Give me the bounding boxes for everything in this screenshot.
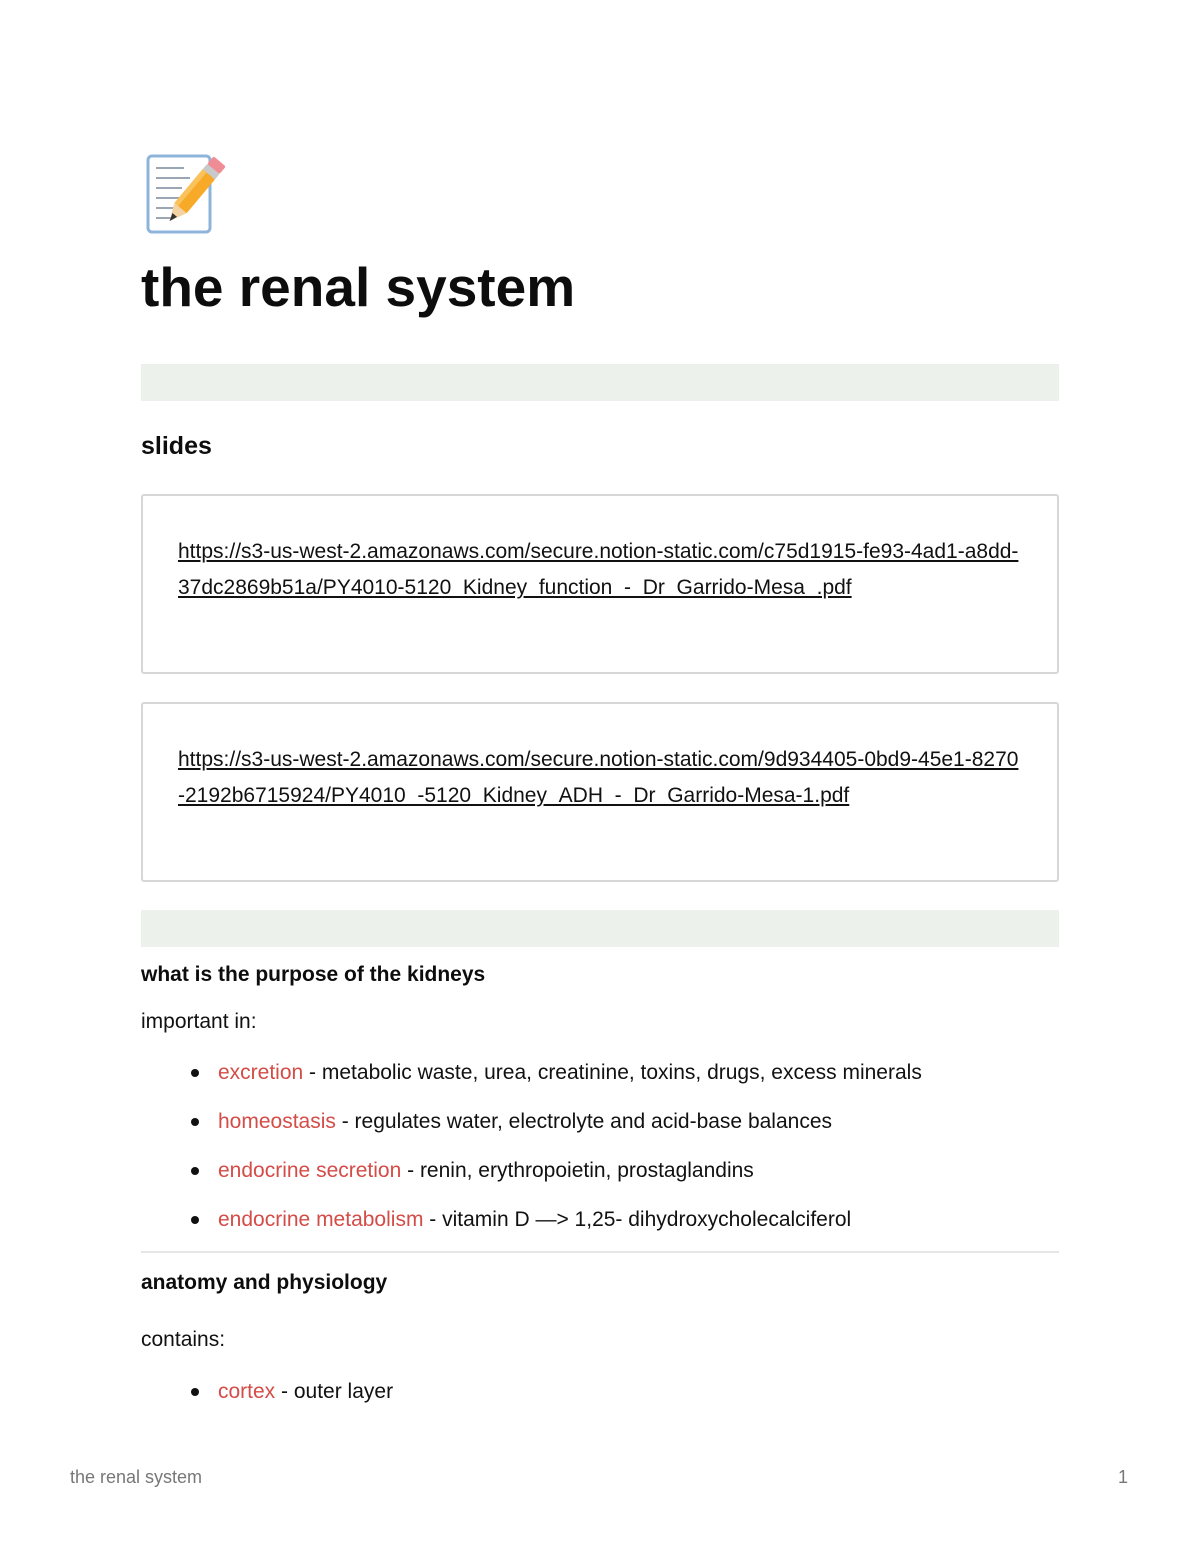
bullet-icon xyxy=(191,1069,199,1077)
purpose-intro: important in: xyxy=(141,1010,257,1033)
anatomy-heading: anatomy and physiology xyxy=(141,1271,388,1294)
term: excretion xyxy=(218,1061,304,1084)
anatomy-intro: contains: xyxy=(141,1328,226,1351)
slide-link-box xyxy=(141,702,1059,882)
divider-band xyxy=(141,910,1059,947)
term: cortex xyxy=(218,1380,276,1403)
term: endocrine metabolism xyxy=(218,1208,424,1231)
term-description: - vitamin D —> 1,25- dihydroxycholecalciferol xyxy=(423,1208,852,1231)
bullet-icon xyxy=(191,1388,199,1396)
term-description: - outer layer xyxy=(275,1380,394,1403)
term-description: - renin, erythropoietin, prostaglandins xyxy=(401,1159,754,1182)
bullet-icon xyxy=(191,1118,199,1126)
footer-title: the renal system xyxy=(70,1467,203,1487)
memo-pencil-icon xyxy=(142,150,228,236)
purpose-heading: what is the purpose of the kidneys xyxy=(141,963,486,986)
slide-link-2[interactable]: https://s3-us-west-2.amazonaws.com/secure.notion-static.com/9d934405-0bd9-45e1-8270-2192b6715924/PY4010_-5120_Kidney_ADH_-_Dr_Garrido-Mesa-1.pdf xyxy=(178,748,1019,807)
term: homeostasis xyxy=(218,1110,336,1133)
divider-band xyxy=(141,364,1059,401)
term: endocrine secretion xyxy=(218,1159,402,1182)
bullet-icon xyxy=(191,1167,199,1175)
page-title: the renal system xyxy=(141,256,576,318)
term-description: - regulates water, electrolyte and acid-base balances xyxy=(335,1110,833,1133)
divider xyxy=(141,1251,1059,1253)
slide-link-box xyxy=(141,494,1059,674)
page-number: 1 xyxy=(1117,1467,1128,1487)
bullet-icon xyxy=(191,1216,199,1224)
term-description: - metabolic waste, urea, creatinine, toxins, drugs, excess minerals xyxy=(303,1061,922,1084)
slide-link-1[interactable]: https://s3-us-west-2.amazonaws.com/secure.notion-static.com/c75d1915-fe93-4ad1-a8dd-37dc2869b51a/PY4010-5120_Kidney_function_-_Dr_Garrido-Mesa_.pdf xyxy=(178,540,1019,599)
slides-heading: slides xyxy=(141,432,212,460)
